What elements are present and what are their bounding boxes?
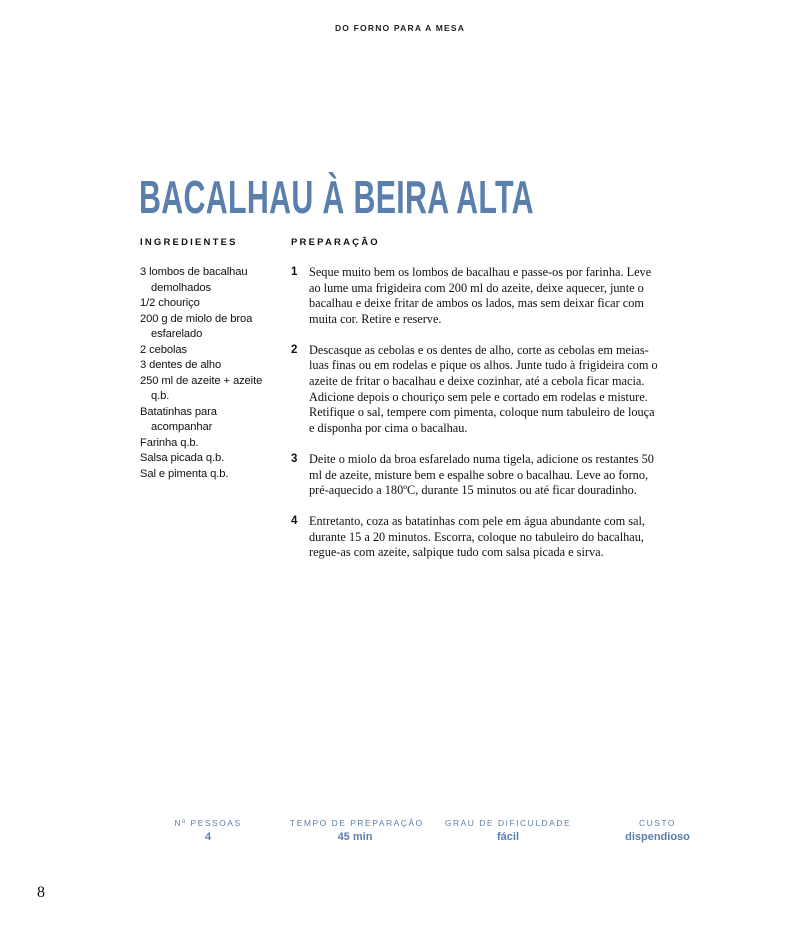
preparation-heading: PREPARAÇÃO [291, 237, 380, 248]
recipe-title: BACALHAU À BEIRA ALTA [139, 171, 534, 223]
page-number: 8 [37, 884, 45, 901]
ingredient-item: 2 cebolas [140, 343, 187, 356]
step-text: Deite o miolo da broa esfarelado numa tigela, adicione os restantes 50 ml de azeite, misture bem e espalhe sobre o bacalhau. Leve ao forno, pré-aquecido a 180ºC, durante 15 minutos ou até ficar douradinho. [309, 451, 654, 498]
prep-time-label: TEMPO DE PREPARAÇÃO [290, 818, 424, 828]
step-number: 1 [291, 266, 298, 278]
servings-info [170, 818, 246, 843]
ingredient-item: 3 dentes de alho [140, 359, 222, 371]
ingredients-list [140, 265, 275, 482]
difficulty-value: fácil [496, 831, 519, 843]
running-head: DO FORNO PARA A MESA [334, 23, 466, 33]
ingredient-item: Batatinhas para acompanhar [140, 405, 217, 433]
ingredient-item: 200 g de miolo de broa esfarelado [140, 312, 253, 340]
preparation-step [291, 452, 661, 499]
preparation-step [291, 265, 661, 327]
prep-time-value: 45 min [337, 831, 373, 843]
servings-value: 4 [204, 831, 212, 843]
preparation-step [291, 343, 661, 437]
preparation-steps [291, 265, 661, 577]
cost-value: dispendioso [625, 831, 690, 843]
ingredient-item: Salsa picada q.b. [140, 452, 225, 464]
ingredient-item: Farinha q.b. [140, 436, 199, 449]
servings-label: Nº PESSOAS [174, 818, 242, 828]
cost-label: CUSTO [638, 818, 677, 828]
step-text: Descasque as cebolas e os dentes de alho, corte as cebolas em meias-luas finas ou em rodelas e pique os alhos. Junte tudo à frigideira com o azeite de fritar o bacalhau e deixe cozinhar, até a cebola ficar macia. Adicione depois o chouriço sem pele e cortado em rodelas e misture. Retifique o sal, tempere com pimenta, coloque num tabuleiro de louça e disponha por cima o bacalhau. [309, 342, 658, 435]
ingredients-heading: INGREDIENTES [140, 237, 238, 248]
ingredient-item: 3 lombos de bacalhau demolhados [140, 266, 248, 294]
cost-info [610, 818, 705, 843]
step-number: 3 [291, 452, 298, 465]
step-number: 2 [291, 343, 298, 356]
step-text: Seque muito bem os lombos de bacalhau e passe-os por farinha. Leve ao lume uma frigideira com 200 ml do azeite, deixe aquecer, junte o bacalhau e deixe fritar de ambos os lados, mas sem deixar ficar com muita cor. Retire e reserve. [309, 265, 652, 326]
preparation-step [291, 514, 661, 561]
ingredient-item: 250 ml de azeite + azeite q.b. [140, 374, 263, 402]
recipe-info-bar [140, 818, 700, 852]
difficulty-label: GRAU DE DIFICULDADE [444, 818, 572, 828]
step-text: Entretanto, coza as batatinhas com pele em água abundante com sal, durante 15 a 20 minutos. Escorra, coloque no tabuleiro do bacalhau, regue-as com azeite, salpique tudo com salsa picada e sirva. [309, 514, 645, 560]
ingredient-item: 1/2 chouriço [140, 297, 200, 309]
ingredient-item: Sal e pimenta q.b. [140, 467, 229, 480]
step-number: 4 [291, 515, 298, 528]
difficulty-info [444, 818, 572, 843]
prep-time-info [290, 818, 424, 843]
